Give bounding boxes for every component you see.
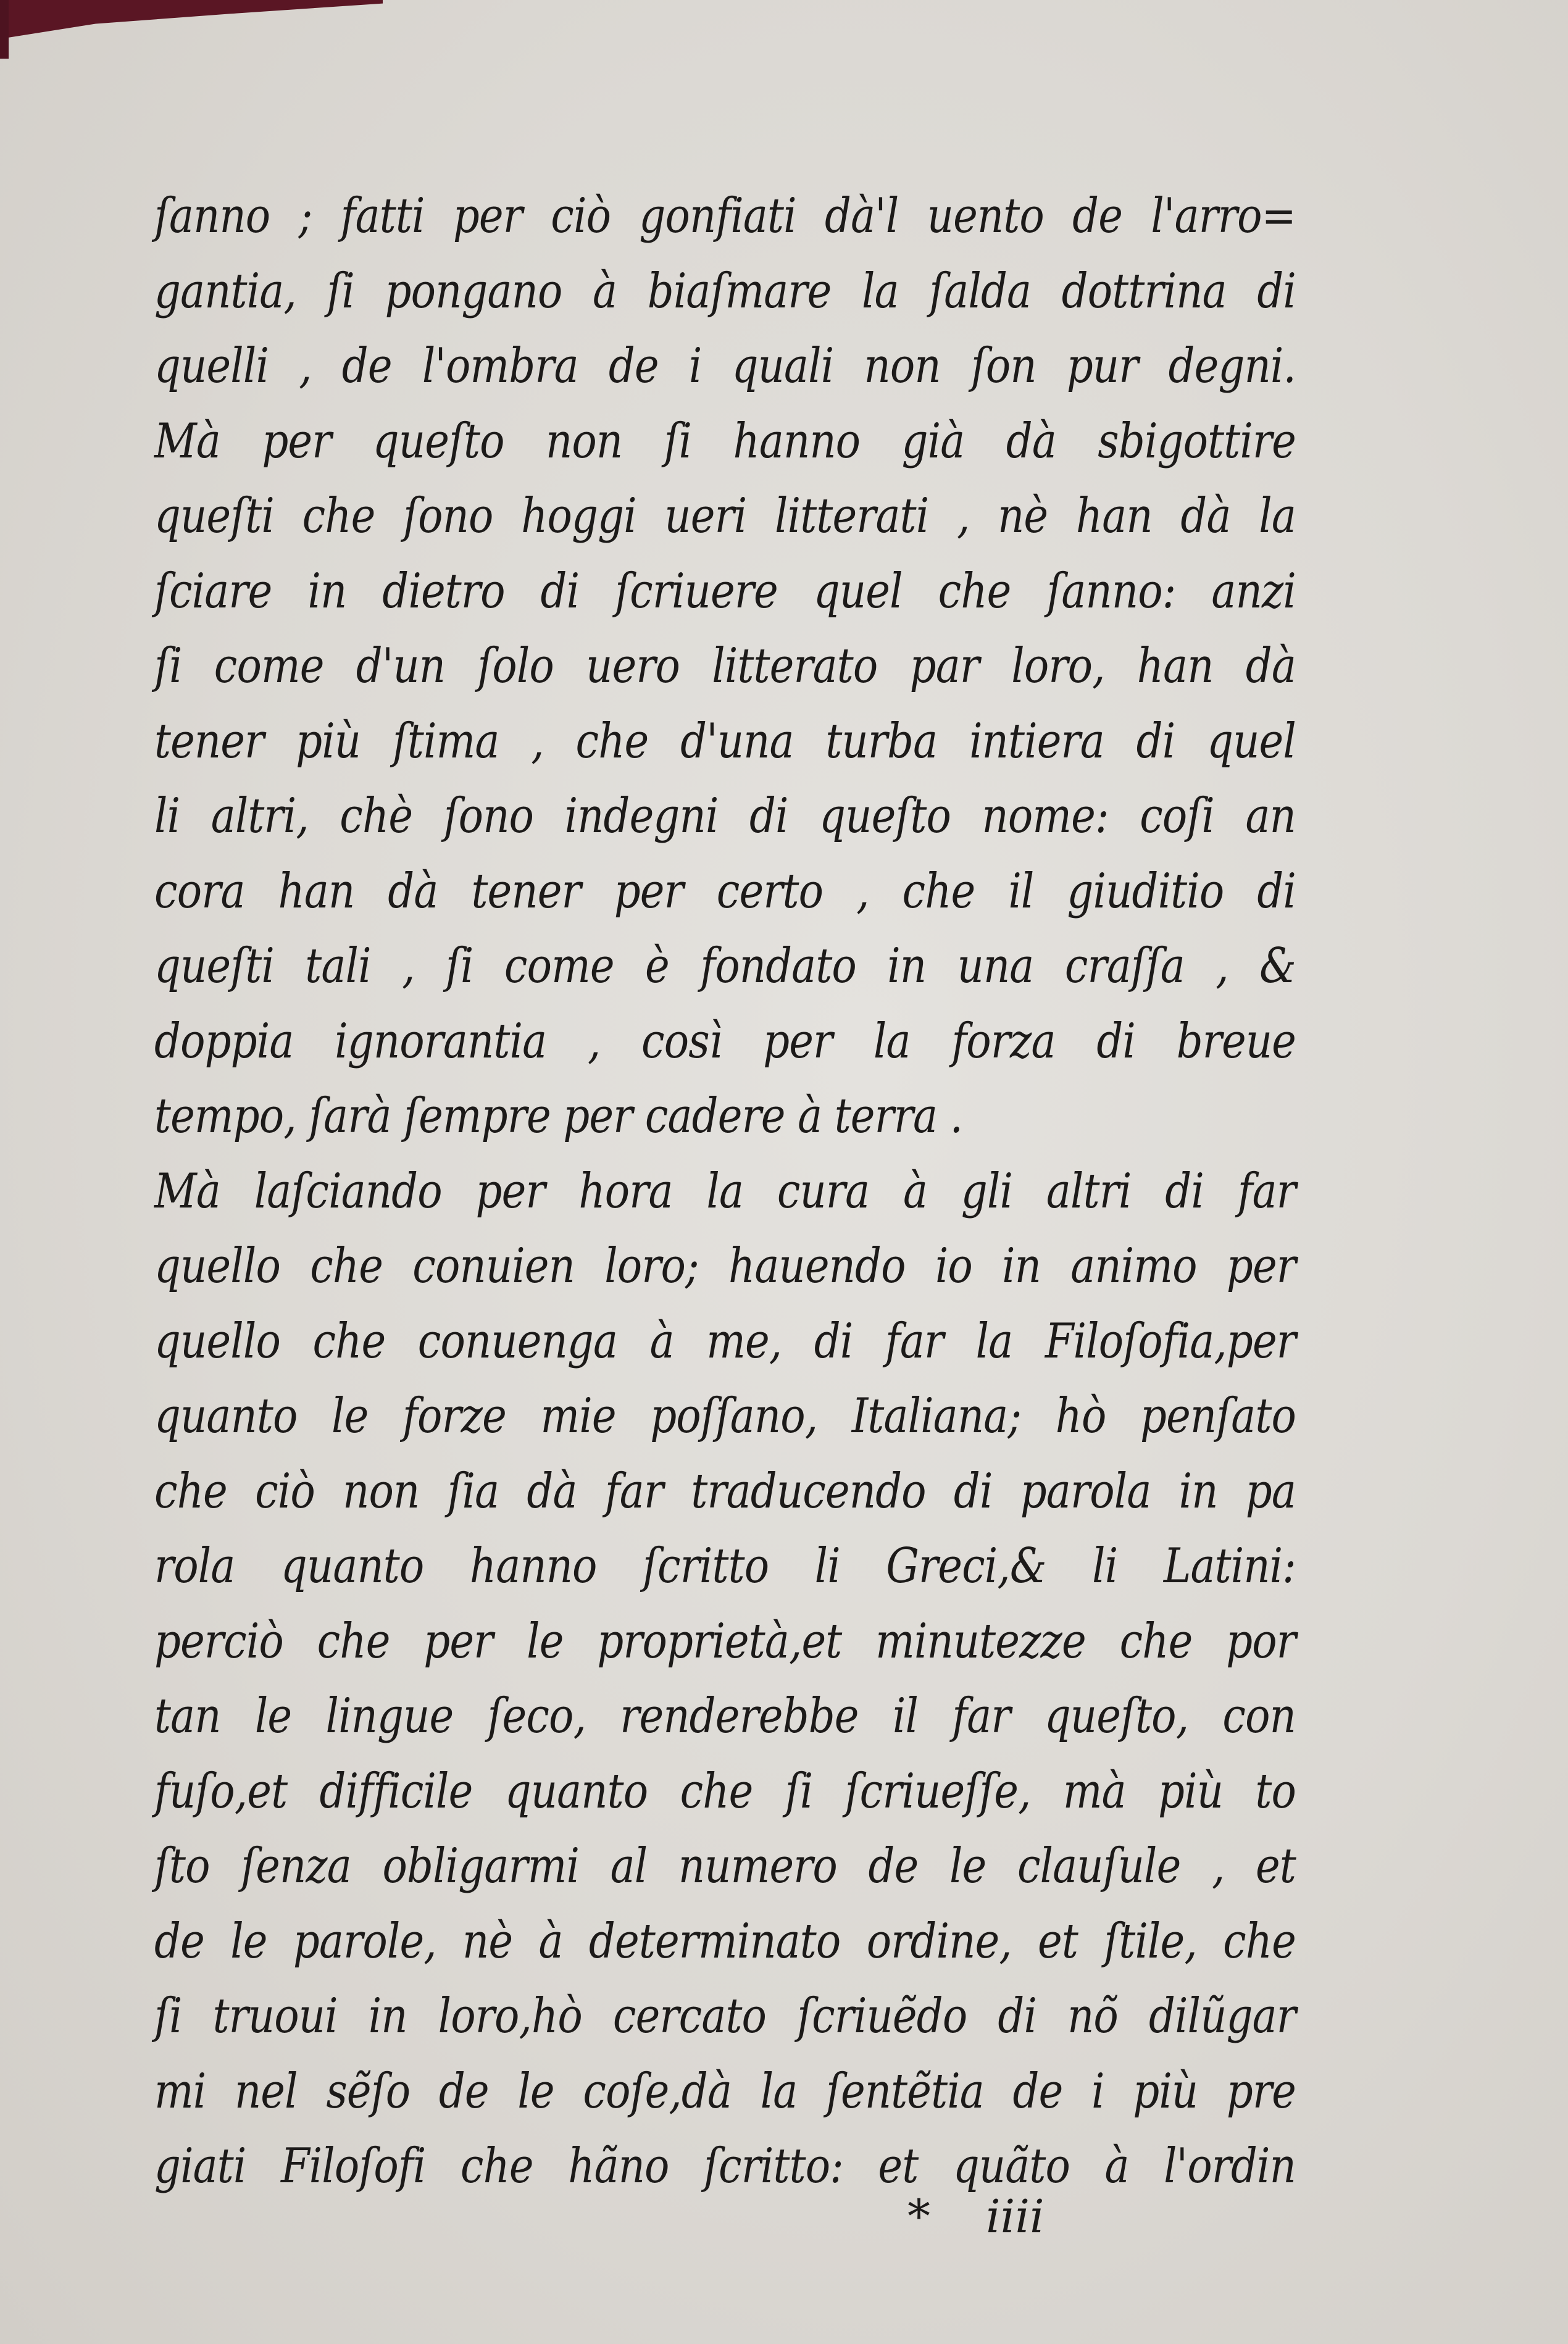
text-line: mi nel sẽſo de le coſe,dà la ſentẽtia de i più pre: [154, 2063, 1296, 2119]
signature-mark: [907, 2190, 1045, 2243]
text-line: gantia, ſi pongano à biaſmare la ſalda dottrina di: [154, 263, 1296, 319]
text-line: tempo, ſarà ſempre per cadere à terra .: [154, 1088, 963, 1144]
text-line: rola quanto hanno ſcritto li Greci,& li Latini:: [154, 1538, 1296, 1594]
text-line: quanto le forze mie poſſano, Italiana; hò penſato: [154, 1388, 1296, 1444]
text-line: quello che conuien loro; hauendo io in animo per: [154, 1238, 1296, 1294]
text-line: cora han dà tener per certo , che il giuditio di: [154, 863, 1296, 919]
text-line: Mà laſciando per hora la cura à gli altri di far: [154, 1163, 1296, 1219]
binding-spine-corner: [0, 0, 9, 59]
text-line: quello che conuenga à me, di far la Filoſofia,per: [154, 1313, 1296, 1369]
text-line: ſi truoui in loro,hò cercato ſcriuẽdo di nõ dilũgar: [154, 1988, 1296, 2044]
text-line: li altri, chè ſono indegni di queſto nome: coſi an: [154, 788, 1296, 844]
text-line: tan le lingue ſeco, renderebbe il far queſto, con: [154, 1688, 1296, 1744]
text-line: Mà per queſto non ſi hanno già dà sbigottire: [154, 413, 1296, 469]
body-text: [154, 179, 1296, 2204]
text-line: queſti che ſono hoggi ueri litterati , nè han dà la: [154, 488, 1296, 544]
text-line: de le parole, nè à determinato ordine, et ſtile, che: [154, 1913, 1296, 1969]
signature-numeral: iiii: [986, 2190, 1045, 2243]
text-line: perciò che per le proprietà,et minutezze che por: [154, 1613, 1296, 1669]
text-line: giati Filoſofi che hãno ſcritto: et quãto à l'ordin: [154, 2138, 1296, 2194]
text-line: ſi come d'un ſolo uero litterato par loro, han dà: [154, 638, 1296, 694]
text-line: fuſo,et difficile quanto che ſi ſcriueſſe, mà più to: [154, 1763, 1296, 1819]
text-line: doppia ignorantia , così per la forza di breue: [154, 1013, 1296, 1069]
red-binding-edge: [0, 0, 383, 43]
text-line: quelli , de l'ombra de i quali non ſon pur degni.: [154, 338, 1296, 394]
text-line: queſti tali , ſi come è fondato in una craſſa , &: [154, 938, 1296, 994]
text-line: ſanno ; fatti per ciò gonfiati dà'l uento de l'arro=: [154, 188, 1296, 244]
asterisk-icon: *: [907, 2190, 930, 2243]
text-line: ſto ſenza obligarmi al numero de le clauſule , et: [154, 1838, 1296, 1894]
text-line: che ciò non ſia dà far traducendo di parola in pa: [154, 1463, 1296, 1519]
text-line: tener più ſtima , che d'una turba intiera di quel: [154, 713, 1296, 769]
text-line: ſciare in dietro di ſcriuere quel che ſanno: anzi: [154, 563, 1296, 619]
